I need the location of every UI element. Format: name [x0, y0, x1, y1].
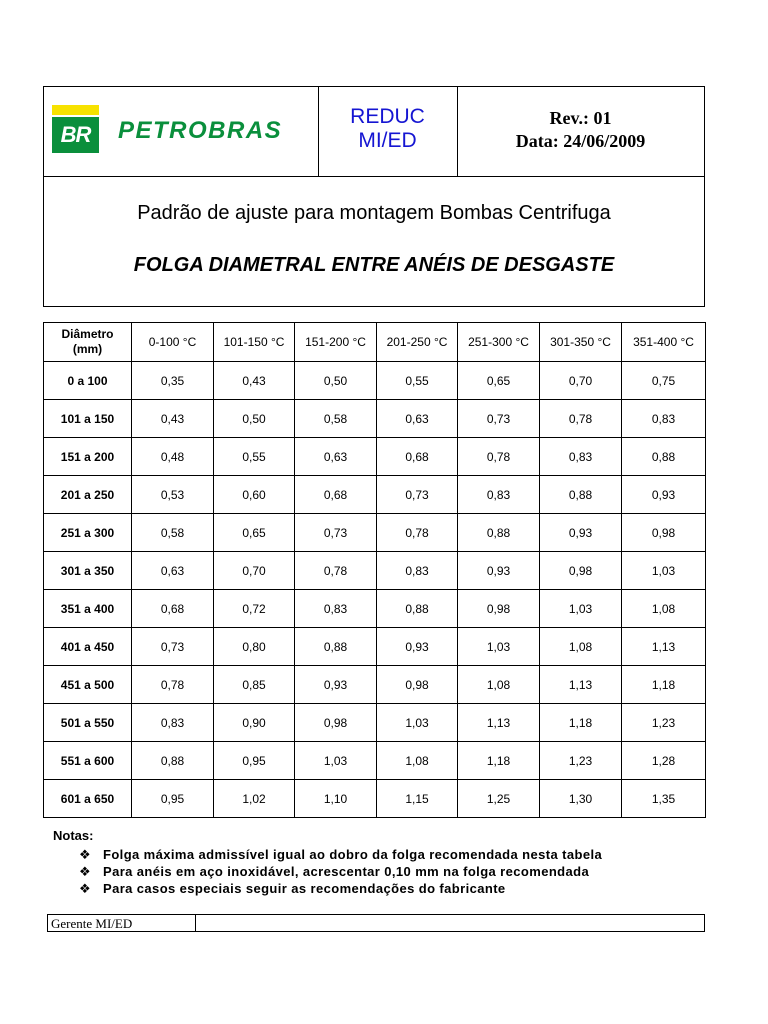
table-cell: 0,98	[458, 590, 540, 628]
table-cell: 0,35	[132, 362, 214, 400]
table-cell: 0,63	[295, 438, 377, 476]
row-label: 401 a 450	[44, 628, 132, 666]
table-cell: 0,58	[295, 400, 377, 438]
table-cell: 1,10	[295, 780, 377, 818]
diamond-bullet-icon: ❖	[79, 864, 92, 879]
note-text: Para casos especiais seguir as recomendações do fabricante	[103, 881, 506, 896]
row-label: 201 a 250	[44, 476, 132, 514]
table-cell: 0,68	[132, 590, 214, 628]
diameter-header-line-1: Diâmetro	[61, 327, 114, 341]
row-label: 351 a 400	[44, 590, 132, 628]
table-cell: 0,88	[458, 514, 540, 552]
table-cell: 1,03	[295, 742, 377, 780]
table-cell: 0,70	[214, 552, 295, 590]
row-label: 451 a 500	[44, 666, 132, 704]
table-cell: 1,13	[458, 704, 540, 742]
table-cell: 0,55	[214, 438, 295, 476]
clearance-table	[43, 322, 706, 818]
table-cell: 0,98	[295, 704, 377, 742]
table-cell: 0,90	[214, 704, 295, 742]
table-cell: 0,78	[295, 552, 377, 590]
table-row	[44, 438, 706, 476]
table-row	[44, 590, 706, 628]
note-item	[79, 864, 589, 880]
header-top-row	[44, 87, 704, 177]
table-row	[44, 400, 706, 438]
table-cell: 0,83	[377, 552, 458, 590]
logo-cell	[44, 87, 319, 176]
note-text: Para anéis em aço inoxidável, acrescentar 0,10 mm na folga recomendada	[103, 864, 590, 879]
table-cell: 0,78	[458, 438, 540, 476]
table-cell: 0,98	[622, 514, 706, 552]
table-cell: 1,30	[540, 780, 622, 818]
unit-line-2: MI/ED	[358, 129, 417, 152]
table-cell: 1,13	[540, 666, 622, 704]
table-cell: 0,93	[377, 628, 458, 666]
table-cell: 0,78	[540, 400, 622, 438]
table-cell: 0,78	[377, 514, 458, 552]
table-cell: 1,25	[458, 780, 540, 818]
column-header: 251-300 °C	[458, 323, 540, 362]
table-cell: 0,70	[540, 362, 622, 400]
table-cell: 0,63	[132, 552, 214, 590]
table-cell: 0,83	[295, 590, 377, 628]
table-cell: 1,03	[540, 590, 622, 628]
table-cell: 0,68	[295, 476, 377, 514]
table-cell: 1,15	[377, 780, 458, 818]
table-cell: 0,72	[214, 590, 295, 628]
table-cell: 0,88	[377, 590, 458, 628]
table-cell: 0,95	[214, 742, 295, 780]
table-cell: 0,50	[295, 362, 377, 400]
manager-label: Gerente MI/ED	[51, 916, 133, 931]
note-item	[79, 847, 602, 863]
table-row	[44, 704, 706, 742]
unit-line-1: REDUC	[350, 105, 425, 128]
table-cell: 0,48	[132, 438, 214, 476]
row-label: 251 a 300	[44, 514, 132, 552]
column-header: 0-100 °C	[132, 323, 214, 362]
table-cell: 0,83	[540, 438, 622, 476]
table-cell: 1,18	[458, 742, 540, 780]
table-cell: 0,63	[377, 400, 458, 438]
row-label: 151 a 200	[44, 438, 132, 476]
table-cell: 0,73	[132, 628, 214, 666]
table-cell: 0,95	[132, 780, 214, 818]
column-header: 301-350 °C	[540, 323, 622, 362]
table-cell: 1,35	[622, 780, 706, 818]
table-cell: 0,43	[214, 362, 295, 400]
table-cell: 0,93	[458, 552, 540, 590]
row-label: 501 a 550	[44, 704, 132, 742]
table-row	[44, 552, 706, 590]
table-cell: 0,73	[377, 476, 458, 514]
table-cell: 0,83	[132, 704, 214, 742]
table-cell: 1,03	[377, 704, 458, 742]
document-title: FOLGA DIAMETRAL ENTRE ANÉIS DE DESGASTE	[133, 254, 615, 276]
table-row	[44, 476, 706, 514]
column-header: 351-400 °C	[622, 323, 706, 362]
table-cell: 1,18	[540, 704, 622, 742]
table-cell: 1,02	[214, 780, 295, 818]
revision-block	[457, 107, 704, 153]
table-cell: 0,75	[622, 362, 706, 400]
table-cell: 1,08	[622, 590, 706, 628]
table-row	[44, 742, 706, 780]
row-label: 301 a 350	[44, 552, 132, 590]
table-cell: 0,83	[458, 476, 540, 514]
table-cell: 0,93	[622, 476, 706, 514]
table-cell: 1,13	[622, 628, 706, 666]
table-cell: 0,98	[540, 552, 622, 590]
table-row	[44, 362, 706, 400]
footer-divider	[195, 915, 196, 931]
table-row	[44, 628, 706, 666]
diameter-header	[44, 323, 132, 362]
table-cell: 1,28	[622, 742, 706, 780]
unit-label	[318, 105, 457, 153]
table-header-row	[44, 323, 706, 362]
diamond-bullet-icon: ❖	[79, 881, 92, 896]
signature-footer	[47, 914, 705, 932]
table-cell: 0,55	[377, 362, 458, 400]
table-cell: 0,85	[214, 666, 295, 704]
diamond-bullet-icon: ❖	[79, 847, 92, 862]
br-logo-mark: BR	[52, 117, 99, 153]
table-cell: 1,08	[377, 742, 458, 780]
table-cell: 1,03	[622, 552, 706, 590]
table-cell: 0,80	[214, 628, 295, 666]
table-row	[44, 514, 706, 552]
table-cell: 0,78	[132, 666, 214, 704]
diameter-header-line-2: (mm)	[72, 342, 103, 356]
table-cell: 0,68	[377, 438, 458, 476]
table-cell: 0,53	[132, 476, 214, 514]
table-cell: 0,93	[295, 666, 377, 704]
table-cell: 1,23	[540, 742, 622, 780]
document-subtitle: Padrão de ajuste para montagem Bombas Centrifuga	[137, 202, 611, 224]
notes-title: Notas:	[53, 828, 94, 843]
revision-cell	[457, 87, 704, 176]
table-cell: 0,93	[540, 514, 622, 552]
row-label: 601 a 650	[44, 780, 132, 818]
revision-number: Rev.: 01	[549, 108, 612, 128]
note-text: Folga máxima admissível igual ao dobro da folga recomendada nesta tabela	[103, 847, 603, 862]
table-cell: 0,65	[458, 362, 540, 400]
table-cell: 0,65	[214, 514, 295, 552]
row-label: 551 a 600	[44, 742, 132, 780]
table-cell: 0,50	[214, 400, 295, 438]
row-label: 101 a 150	[44, 400, 132, 438]
table-row	[44, 780, 706, 818]
notes-section	[53, 828, 93, 843]
table-cell: 0,83	[622, 400, 706, 438]
table-cell: 1,03	[458, 628, 540, 666]
column-header: 101-150 °C	[214, 323, 295, 362]
table-cell: 1,08	[540, 628, 622, 666]
table-cell: 0,73	[458, 400, 540, 438]
table-cell: 0,88	[295, 628, 377, 666]
unit-cell	[318, 87, 458, 176]
note-item	[79, 881, 506, 897]
table-cell: 0,58	[132, 514, 214, 552]
br-logo-icon	[52, 105, 99, 153]
br-logo-yellow-bar	[52, 105, 99, 115]
brand-name: PETROBRAS	[118, 117, 283, 144]
table-cell: 0,88	[540, 476, 622, 514]
table-cell: 0,88	[132, 742, 214, 780]
table-row	[44, 666, 706, 704]
document-header	[43, 86, 705, 307]
table-cell: 1,18	[622, 666, 706, 704]
table-cell: 0,43	[132, 400, 214, 438]
table-cell: 0,60	[214, 476, 295, 514]
table-cell: 0,88	[622, 438, 706, 476]
table-cell: 1,08	[458, 666, 540, 704]
column-header: 201-250 °C	[377, 323, 458, 362]
table-cell: 0,73	[295, 514, 377, 552]
table-cell: 1,23	[622, 704, 706, 742]
table-cell: 0,98	[377, 666, 458, 704]
column-header: 151-200 °C	[295, 323, 377, 362]
revision-date: Data: 24/06/2009	[515, 131, 646, 151]
row-label: 0 a 100	[44, 362, 132, 400]
